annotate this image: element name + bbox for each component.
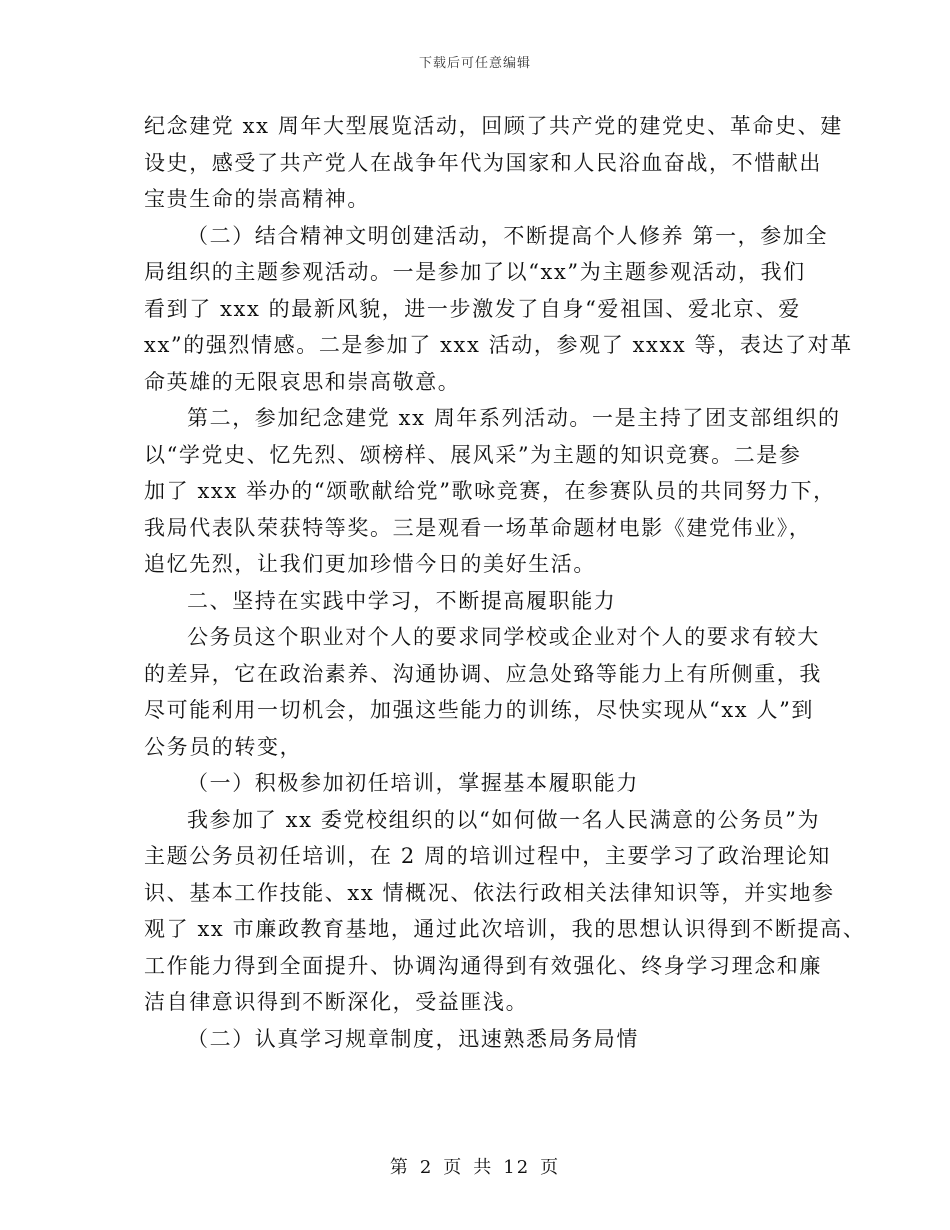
document-body xyxy=(144,108,866,1057)
text-line: 第二，参加纪念建党 xx 周年系列活动。一是主持了团支部组织的 xyxy=(187,406,841,430)
text-line: 局组织的主题参观活动。一是参加了以“xx”为主题参观活动，我们 xyxy=(144,260,806,284)
text-line: 命英雄的无限哀思和崇高敬意。 xyxy=(144,369,461,394)
text-line: 我局代表队荣获特等奖。三是观看一场革命题材电影《建党伟业》， xyxy=(144,515,812,540)
text-line: 加了 xxx 举办的“颂歌献给党”歌咏竞赛，在参赛队员的共同努力下， xyxy=(144,479,836,503)
current-page-number: 2 xyxy=(419,1157,434,1178)
text-line: 主题公务员初任培训，在 2 周的培训过程中，主要学习了政治理论知 xyxy=(144,844,831,868)
text-line: 的差异，它在政治素养、沟通协调、应急处臵等能力上有所侧重，我 xyxy=(144,661,822,686)
text-line: 二、坚持在实践中学习，不断提高履职能力 xyxy=(187,588,617,613)
footer-suffix: 页 xyxy=(540,1157,561,1178)
text-line: 宝贵生命的崇高精神。 xyxy=(144,187,370,211)
text-line: 纪念建党 xx 周年大型展览活动，回顾了共产党的建党史、革命史、建 xyxy=(144,114,843,138)
text-line: 看到了 xxx 的最新风貌，进一步激发了自身“爱祖国、爱北京、爱 xyxy=(144,296,801,321)
page-header: 下载后可任意编辑 xyxy=(418,56,531,71)
page-footer xyxy=(0,1153,950,1179)
text-line: 工作能力得到全面提升、协调沟通得到有效强化、终身学习理念和廉 xyxy=(144,953,822,978)
text-line: 尽可能利用一切机会，加强这些能力的训练，尽快实现从“xx 人”到 xyxy=(144,698,815,722)
footer-page-word: 页 xyxy=(443,1157,464,1178)
text-line: 追忆先烈，让我们更加珍惜今日的美好生活。 xyxy=(144,552,596,576)
text-line: xx”的强烈情感。二是参加了 xxx 活动，参观了 xxxx 等，表达了对革 xyxy=(144,333,853,357)
text-line: 洁自律意识得到不断深化，受益匪浅。 xyxy=(144,990,529,1014)
text-line: 我参加了 xx 委党校组织的以“如何做一名人民满意的公务员”为 xyxy=(187,807,821,832)
text-line: 公务员的转变， xyxy=(144,734,303,759)
text-line: （二）结合精神文明创建活动，不断提高个人修养 第一，参加全 xyxy=(187,223,829,248)
text-line: 设史，感受了共产党人在战争年代为国家和人民浴血奋战，不惜献出 xyxy=(144,150,822,175)
text-line: 以“学党史、忆先烈、颂榜样、展风采”为主题的知识竞赛。二是参 xyxy=(144,442,802,467)
text-line: （二）认真学习规章制度，迅速熟悉局务局情 xyxy=(187,1026,639,1051)
text-line: （一）积极参加初任培训，掌握基本履职能力 xyxy=(187,771,639,795)
text-line: 识、基本工作技能、xx 情概况、依法行政相关法律知识等，并实地参 xyxy=(144,880,835,905)
footer-total-word: 共 xyxy=(473,1157,494,1178)
total-pages-number: 12 xyxy=(503,1157,531,1178)
text-line: 观了 xx 市廉政教育基地，通过此次培训，我的思想认识得到不断提高、 xyxy=(144,917,866,941)
footer-prefix: 第 xyxy=(389,1157,410,1178)
text-line: 公务员这个职业对个人的要求同学校或企业对个人的要求有较大 xyxy=(187,625,820,649)
